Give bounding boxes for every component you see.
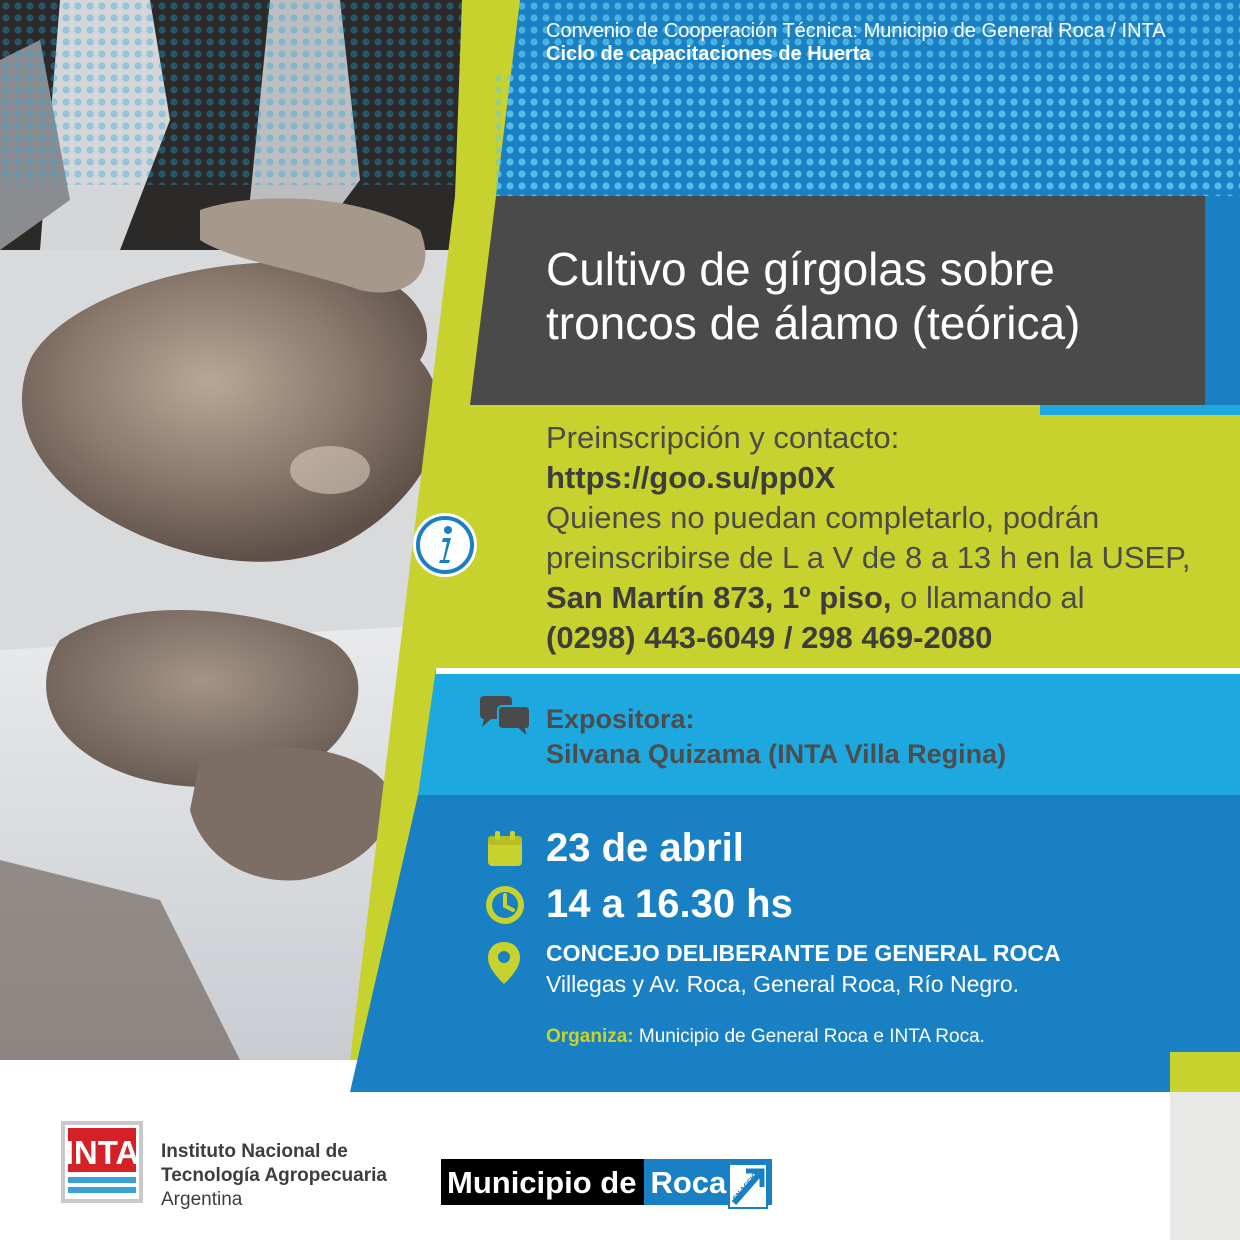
- page-title: [546, 242, 1166, 350]
- registration-info: [546, 418, 1236, 658]
- title-line-1: Cultivo de gírgolas sobre: [546, 243, 1055, 295]
- calendar-icon: [486, 830, 524, 868]
- organizer-line: [546, 1026, 985, 1048]
- event-date: 23 de abril: [546, 826, 744, 870]
- municipio-logo-text: Municipio de: [441, 1159, 644, 1205]
- municipio-logo-roca: [644, 1159, 772, 1205]
- usep-address: San Martín 873, 1º piso,: [546, 580, 892, 615]
- venue-block: [546, 938, 1061, 1000]
- speaker-name: Silvana Quizama (INTA Villa Regina): [546, 739, 1007, 769]
- event-time: 14 a 16.30 hs: [546, 882, 793, 926]
- inta-name-line-3: Argentina: [161, 1189, 243, 1210]
- registration-alternative-text: Quienes no puedan completarlo, podrán preinscribirse de L a V de 8 a 13 h en la USEP,: [546, 500, 1191, 575]
- map-pin-icon: [486, 940, 522, 986]
- registration-label: Preinscripción y contacto:: [546, 420, 900, 455]
- info-icon: [410, 510, 480, 580]
- municipio-logo: [441, 1159, 772, 1205]
- speech-bubbles-icon: [476, 696, 534, 742]
- venue-address: Villegas y Av. Roca, General Roca, Río Negro.: [546, 971, 1020, 997]
- title-line-2: troncos de álamo (teórica): [546, 297, 1081, 349]
- contact-phones: (0298) 443-6049 / 298 469-2080: [546, 620, 993, 655]
- en-accion-text: EN ACCION: [732, 1167, 763, 1203]
- call-text: o llamando al: [891, 580, 1085, 615]
- venue-name: CONCEJO DELIBERANTE DE GENERAL ROCA: [546, 940, 1061, 966]
- inta-logo: [61, 1121, 143, 1203]
- inta-name: [161, 1140, 387, 1212]
- header-cycle-line: Ciclo de capacitaciones de Huerta: [546, 43, 871, 65]
- registration-address-line: [546, 578, 1236, 618]
- speaker-block: [546, 702, 1006, 772]
- en-accion-badge: [728, 1163, 768, 1209]
- municipio-logo-roca-text: Roca: [650, 1165, 727, 1200]
- organizer-text: Municipio de General Roca e INTA Roca.: [633, 1026, 985, 1047]
- organizer-label: Organiza:: [546, 1026, 634, 1047]
- speaker-label: Expositora:: [546, 704, 695, 734]
- header-program-line: Convenio de Cooperación Técnica: Municipio de General Roca / INTA: [546, 20, 1166, 42]
- registration-link[interactable]: https://goo.su/pp0X: [546, 460, 836, 495]
- inta-name-line-1: Instituto Nacional de: [161, 1141, 348, 1162]
- inta-name-line-2: Tecnología Agropecuaria: [161, 1165, 387, 1186]
- en-accion-arrow-icon: [730, 1165, 766, 1207]
- inta-mark: INTA: [64, 1134, 140, 1171]
- clock-icon: [484, 884, 526, 926]
